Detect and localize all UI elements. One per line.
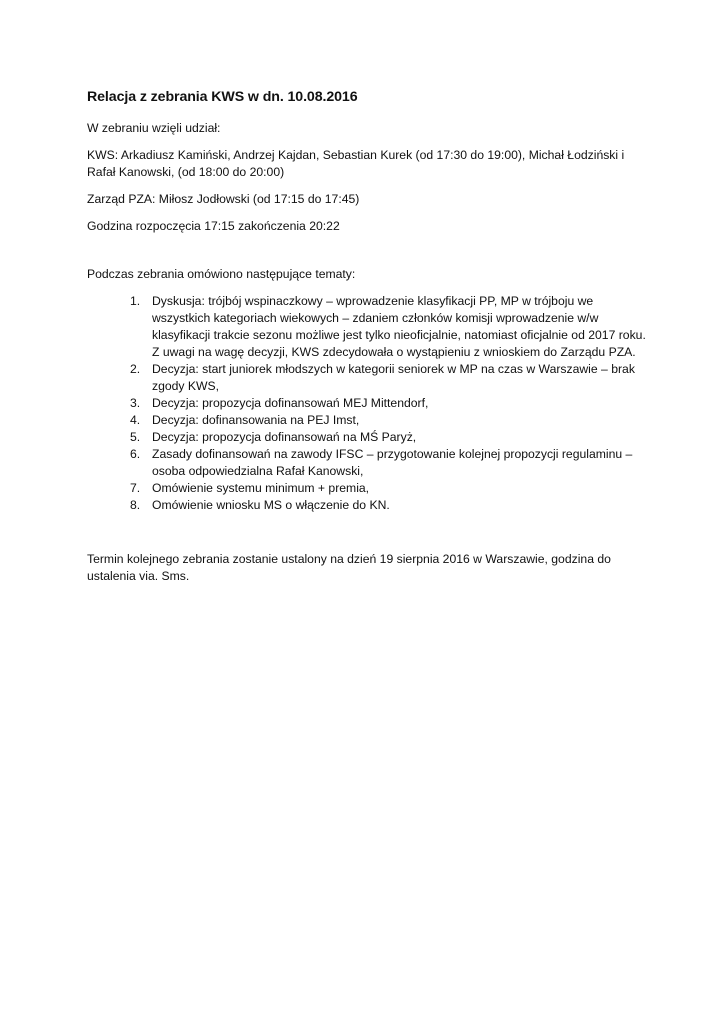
list-item: [87, 429, 647, 446]
list-item-text: Omówienie wniosku MS o włączenie do KN.: [152, 498, 390, 512]
list-item: [87, 446, 647, 480]
list-item: [87, 293, 647, 361]
list-item-text: Omówienie systemu minimum + premia,: [152, 481, 370, 495]
list-item: [87, 480, 647, 497]
list-item-number: 2.: [130, 362, 141, 376]
list-item-text: Dyskusja: trójbój wspinaczkowy – wprowadzenie klasyfikacji PP, MP w trójboju we wszystkich kategoriach wiekowych – zdaniem członków komisji wprowadzenie w/w klasyfikacji trakcie sezonu możliwe jest tylko nieoficjalnie, natomiast oficjalnie od 2017 roku. Z uwagi na wagę decyzji, KWS zdecydowała o wystąpieniu z wnioskiem do Zarządu PZA.: [152, 294, 646, 359]
list-item-text: Decyzja: propozycja dofinansowań MEJ Mittendorf,: [152, 396, 429, 410]
list-item-text: Zasady dofinansowań na zawody IFSC – przygotowanie kolejnej propozycji regulaminu – osoba odpowiedzialna Rafał Kanowski,: [152, 447, 633, 478]
list-item-number: 6.: [130, 447, 141, 461]
list-item-text: Decyzja: start juniorek młodszych w kategorii seniorek w MP na czas w Warszawie – brak zgody KWS,: [152, 362, 635, 393]
list-item-number: 5.: [130, 430, 141, 444]
list-item-text: Decyzja: propozycja dofinansowań na MŚ Paryż,: [152, 430, 417, 444]
list-item: [87, 497, 647, 514]
document-title: Relacja z zebrania KWS w dn. 10.08.2016: [87, 89, 358, 105]
list-item: [87, 412, 647, 429]
kws-attendees: KWS: Arkadiusz Kamiński, Andrzej Kajdan, Sebastian Kurek (od 17:30 do 19:00), Michał Łodziński i Rafał Kanowski, (od 18:00 do 20:00): [87, 148, 625, 179]
list-item: [87, 395, 647, 412]
list-item-number: 4.: [130, 413, 141, 427]
list-item-number: 1.: [130, 294, 141, 308]
list-item: [87, 361, 647, 395]
pza-attendees: Zarząd PZA: Miłosz Jodłowski (od 17:15 do 17:45): [87, 192, 360, 206]
list-item-number: 3.: [130, 396, 141, 410]
meeting-time-range: Godzina rozpoczęcia 17:15 zakończenia 20:22: [87, 219, 340, 233]
attendees-intro: W zebraniu wzięli udział:: [87, 121, 221, 135]
topics-intro: Podczas zebrania omówiono następujące tematy:: [87, 267, 356, 281]
topics-list: [87, 293, 647, 514]
list-item-number: 7.: [130, 481, 141, 495]
list-item-number: 8.: [130, 498, 141, 512]
list-item-text: Decyzja: dofinansowania na PEJ Imst,: [152, 413, 360, 427]
next-meeting-note: Termin kolejnego zebrania zostanie ustalony na dzień 19 sierpnia 2016 w Warszawie, godzina do ustalenia via. Sms.: [87, 552, 611, 583]
document-body: [87, 87, 647, 595]
